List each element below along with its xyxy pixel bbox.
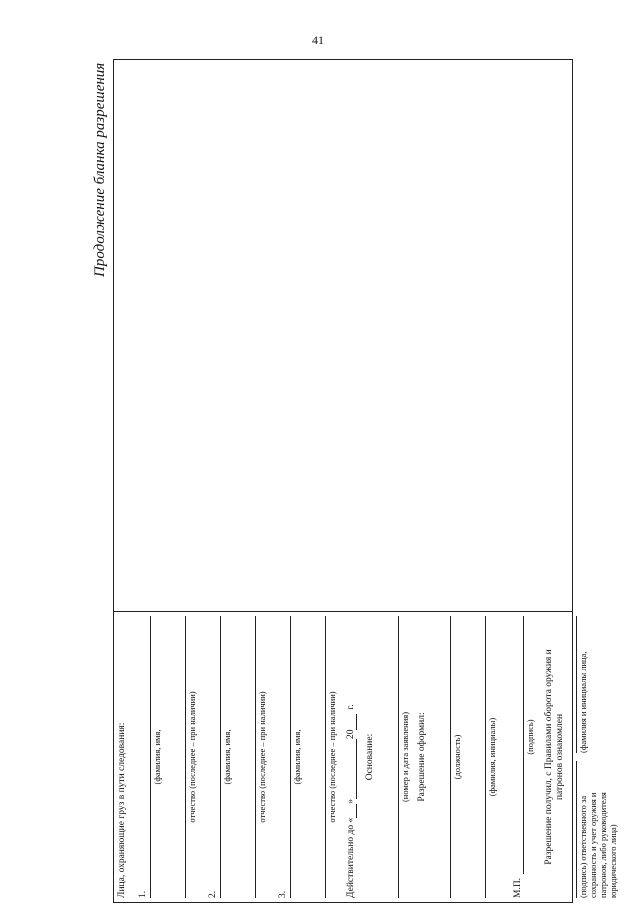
person-2-patronymic-line[interactable]	[237, 616, 256, 898]
signature-hint: (подпись)	[525, 719, 535, 755]
person-2-patronymic-hint: отчество (последнее – при наличии)	[257, 691, 267, 823]
person-1-name-line[interactable]	[132, 616, 151, 898]
person-3-number: 3.	[278, 890, 288, 898]
person-1-number: 1.	[138, 890, 148, 898]
issued-by-label: Разрешение оформил:	[417, 712, 427, 802]
person-block-1	[132, 616, 198, 898]
person-1-patronymic-line[interactable]	[167, 616, 186, 898]
form-continuation-heading: Продолжение бланка разрешения	[92, 62, 108, 278]
basis-hint: (номер и дата заявления)	[400, 711, 410, 803]
blank-area	[114, 60, 572, 611]
valid-year-blank[interactable]	[346, 714, 357, 730]
bottom-signature-grid	[576, 616, 618, 898]
persons-title: Лица, охраняющие груз в пути следования:	[117, 722, 127, 898]
person-3-name-line[interactable]	[272, 616, 291, 898]
name-hint: (фамилия, инициалы)	[487, 717, 497, 797]
person-1-name-hint: (фамилия, имя,	[152, 729, 162, 785]
basis-label: Основание:	[365, 733, 375, 781]
valid-until-row	[346, 616, 357, 898]
person-3-patronymic-hint: отчество (последнее – при наличии)	[327, 691, 337, 823]
name-line[interactable]	[467, 616, 486, 898]
person-block-3	[272, 616, 338, 898]
valid-day-blank[interactable]	[346, 804, 357, 818]
bottom-right-caption: (фамилия и инициалы лица,	[576, 616, 618, 753]
valid-until-prefix: Действительно до «	[346, 817, 356, 898]
valid-month-blank[interactable]	[346, 739, 357, 799]
bottom-left-caption: (подпись) ответственного за сохранность и учет оружия и патронов, либо руководителя юридического лица)	[576, 761, 618, 898]
person-2-number: 2.	[208, 890, 218, 898]
seal-label: М.П.	[513, 877, 523, 898]
seal-signature-row	[512, 616, 524, 898]
position-line[interactable]	[432, 616, 451, 898]
person-2-name-line[interactable]	[202, 616, 221, 898]
valid-until-mid: »	[346, 799, 356, 804]
person-block-2	[202, 616, 268, 898]
page-number: 41	[312, 33, 324, 47]
position-hint: (должность)	[452, 734, 462, 780]
received-text: Разрешение получил, с Правилами оборота оружия и патронов ознакомлен	[544, 649, 565, 865]
valid-until-year: 20	[346, 729, 356, 740]
person-3-name-hint: (фамилия, имя,	[292, 729, 302, 785]
basis-line[interactable]	[380, 616, 399, 898]
person-2-name-hint: (фамилия, имя,	[222, 729, 232, 785]
valid-until-suffix: г.	[346, 704, 356, 710]
person-3-patronymic-line[interactable]	[307, 616, 326, 898]
person-1-patronymic-hint: отчество (последнее – при наличии)	[187, 691, 197, 823]
signature-line[interactable]	[512, 616, 524, 874]
permit-form-rotated	[114, 612, 618, 902]
